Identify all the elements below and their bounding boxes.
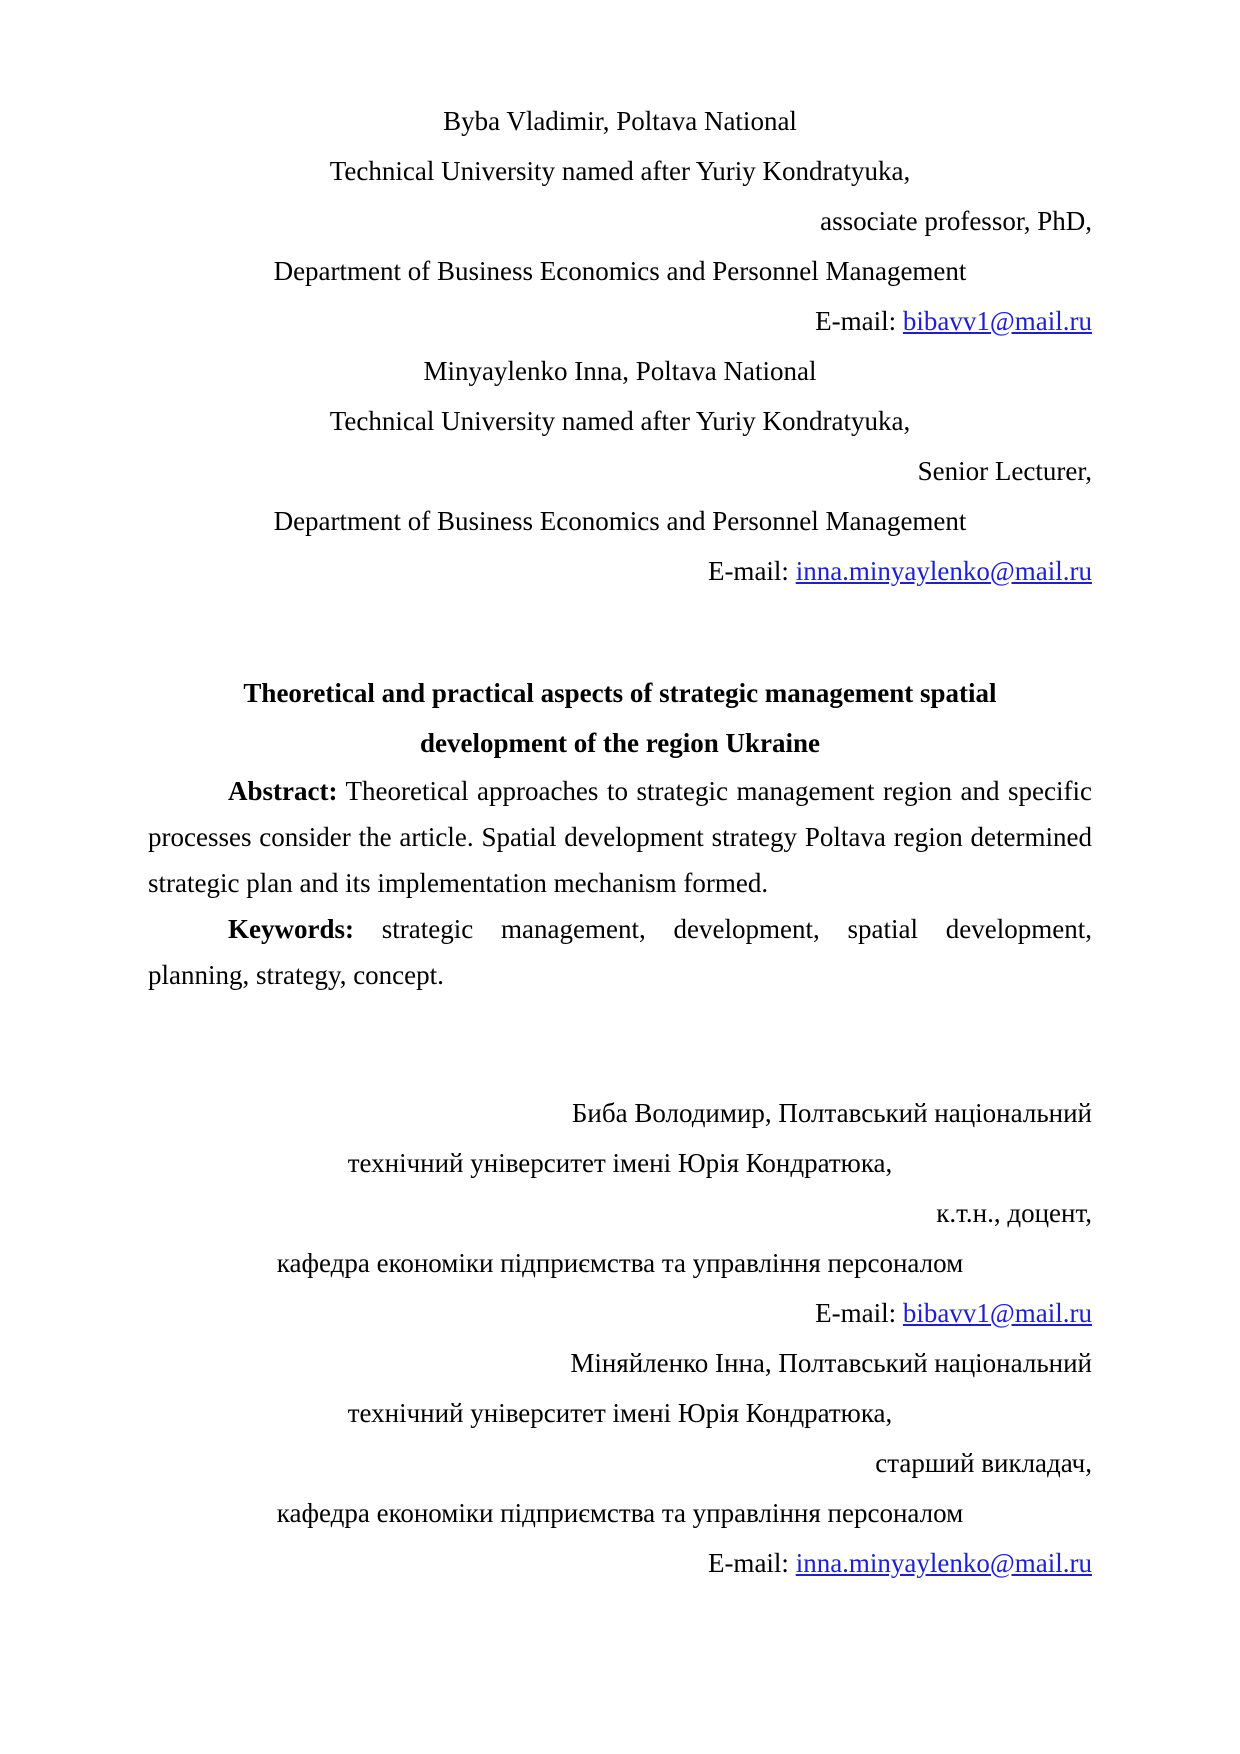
author-name-line: Биба Володимир, Полтавський національний — [571, 1098, 1092, 1128]
email-label: E-mail: — [815, 306, 897, 336]
author-block-ua-1 — [148, 1088, 1092, 1338]
email-link[interactable]: inna.minyaylenko@mail.ru — [795, 556, 1092, 586]
author-department-line: кафедра економіки підприємства та управління персоналом — [276, 1248, 964, 1278]
spacer — [148, 998, 1092, 1070]
spacer — [148, 596, 1092, 668]
author-department-line: кафедра економіки підприємства та управління персоналом — [276, 1498, 964, 1528]
author-name-line: Міняйленко Інна, Полтавський національний — [570, 1348, 1092, 1378]
email-label: E-mail: — [707, 556, 789, 586]
email-link[interactable]: bibavv1@mail.ru — [902, 1298, 1092, 1328]
author-name-line: Minyaylenko Inna, Poltava National — [423, 356, 817, 386]
keywords-label: Keywords: — [228, 914, 354, 944]
paper-title-line-2: development of the region Ukraine — [420, 728, 820, 758]
author-affiliation-line: технічний університет імені Юрія Кондратюка, — [347, 1398, 893, 1428]
email-link[interactable]: inna.minyaylenko@mail.ru — [795, 1548, 1092, 1578]
author-email-line — [148, 546, 1092, 596]
author-position-line: старший викладач, — [875, 1448, 1092, 1478]
spacer — [148, 1070, 1092, 1088]
author-affiliation-line: технічний університет імені Юрія Кондратюка, — [347, 1148, 893, 1178]
author-position-line: к.т.н., доцент, — [936, 1198, 1092, 1228]
keywords-text: strategic management, development, spatial development, planning, strategy, concept. — [148, 914, 1092, 990]
author-block-en-1 — [148, 96, 1092, 346]
author-position-line: Senior Lecturer, — [917, 456, 1092, 486]
email-label: E-mail: — [707, 1548, 789, 1578]
paper-title — [148, 668, 1092, 768]
author-email-line — [148, 296, 1092, 346]
author-block-en-2 — [148, 346, 1092, 596]
email-label: E-mail: — [815, 1298, 897, 1328]
abstract-label: Abstract: — [228, 776, 338, 806]
author-name-line: Byba Vladimir, Poltava National — [443, 106, 797, 136]
paper-title-line-1: Theoretical and practical aspects of strategic management spatial — [243, 678, 997, 708]
author-department-line: Department of Business Economics and Personnel Management — [273, 256, 967, 286]
author-position-line: associate professor, PhD, — [820, 206, 1092, 236]
author-email-line — [148, 1538, 1092, 1588]
author-affiliation-line: Technical University named after Yuriy Kondratyuka, — [329, 406, 911, 436]
keywords-paragraph — [148, 906, 1092, 998]
page-content — [148, 96, 1092, 1588]
author-email-line — [148, 1288, 1092, 1338]
abstract-paragraph — [148, 768, 1092, 906]
abstract-text: Theoretical approaches to strategic management region and specific processes consider the article. Spatial development strategy Poltava region determined strategic plan and its implementation mechanism formed. — [148, 776, 1092, 898]
author-department-line: Department of Business Economics and Personnel Management — [273, 506, 967, 536]
author-affiliation-line: Technical University named after Yuriy Kondratyuka, — [329, 156, 911, 186]
email-link[interactable]: bibavv1@mail.ru — [902, 306, 1092, 336]
author-block-ua-2 — [148, 1338, 1092, 1588]
